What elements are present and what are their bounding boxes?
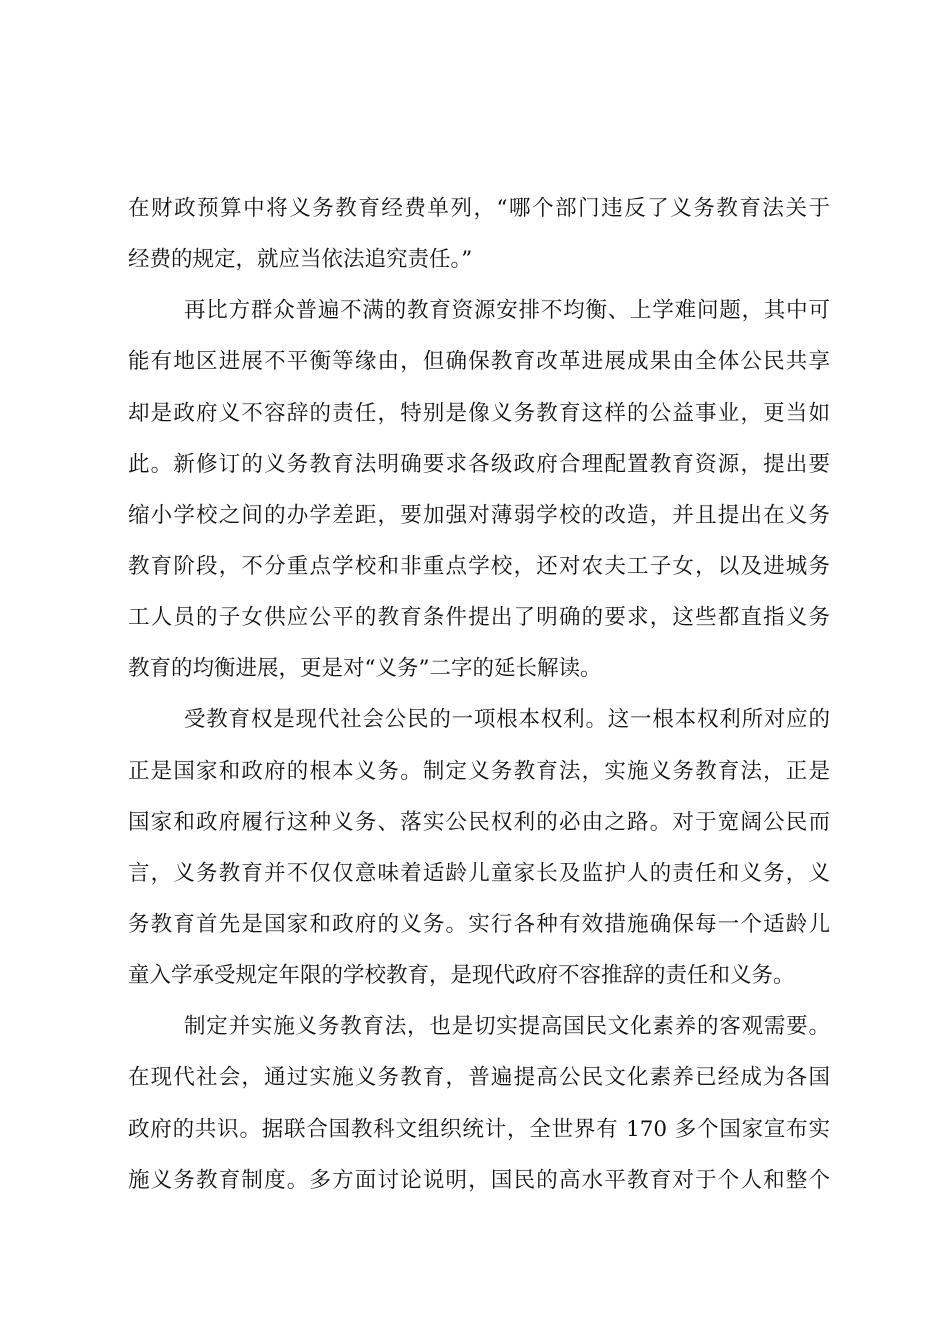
text-line: 教育的均衡进展，更是对“义务”二字的延长解读。 bbox=[128, 656, 602, 682]
text-line: 却是政府义不容辞的责任，特别是像义务教育这样的公益事业，更当如 bbox=[128, 400, 830, 426]
text-line: 在现代社会，通过实施义务教育，普遍提高公民文化素养已经成为各国 bbox=[128, 1065, 830, 1091]
text-line: 童入学承受规定年限的学校教育，是现代政府不容推辞的责任和义务。 bbox=[128, 963, 795, 989]
text-line: 国家和政府履行这种义务、落实公民权利的必由之路。对于宽阔公民而 bbox=[128, 809, 830, 835]
paragraph-start-line: 制定并实施义务教育法，也是切实提高国民文化素养的客观需要。 bbox=[184, 1014, 830, 1040]
paragraph-start-line: 再比方群众普遍不满的教育资源安排不均衡、上学难问题，其中可 bbox=[184, 298, 830, 324]
text-line: 言，义务教育并不仅仅意味着适龄儿童家长及监护人的责任和义务，义 bbox=[128, 860, 830, 886]
text-line: 正是国家和政府的根本义务。制定义务教育法，实施义务教育法，正是 bbox=[128, 758, 830, 784]
paragraph-start-line: 受教育权是现代社会公民的一项根本权利。这一根本权利所对应的 bbox=[184, 707, 830, 733]
text-line: 此。新修订的义务教育法明确要求各级政府合理配置教育资源，提出要 bbox=[128, 451, 830, 477]
text-line: 缩小学校之间的办学差距，要加强对薄弱学校的改造，并且提出在义务 bbox=[128, 502, 830, 528]
text-line: 施义务教育制度。多方面讨论说明，国民的高水平教育对于个人和整个 bbox=[128, 1167, 830, 1193]
text-line: 务教育首先是国家和政府的义务。实行各种有效措施确保每一个适龄儿 bbox=[128, 911, 830, 937]
text-line: 在财政预算中将义务教育经费单列，“哪个部门违反了义务教育法关于 bbox=[128, 196, 830, 221]
text-line: 经费的规定，就应当依法追究责任。” bbox=[128, 247, 473, 273]
text-line: 政府的共识。据联合国教科文组织统计，全世界有 170 多个国家宣布实 bbox=[128, 1116, 830, 1142]
text-line: 能有地区进展不平衡等缘由，但确保教育改革进展成果由全体公民共享 bbox=[128, 349, 830, 375]
body-text bbox=[128, 183, 830, 1206]
text-line: 工人员的子女供应公平的教育条件提出了明确的要求，这些都直指义务 bbox=[128, 605, 830, 631]
text-line: 教育阶段，不分重点学校和非重点学校，还对农夫工子女，以及进城务 bbox=[128, 553, 830, 579]
